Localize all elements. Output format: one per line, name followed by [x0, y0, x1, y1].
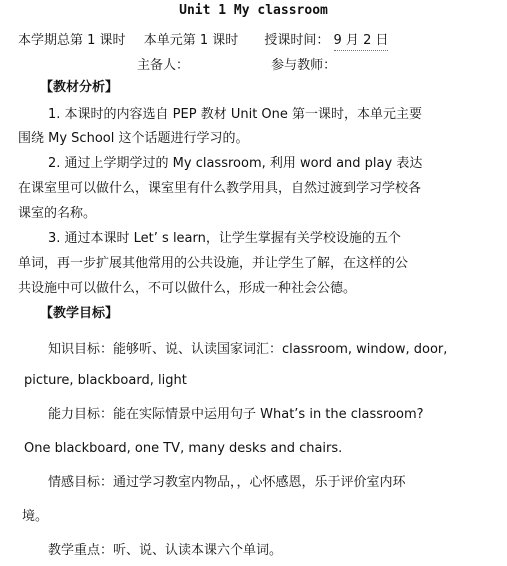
goal-emotion-line-2: 境。 [22, 509, 49, 524]
goal-ability-line-2: One blackboard, one TV, many desks and chairs. [24, 441, 343, 456]
teaching-key-point: 教学重点：听、说、认读本课六个单词。 [48, 543, 283, 558]
participants-label: 参与教师： [271, 58, 337, 73]
materials-item-2-line-1: 2. 通过上学期学过的 My classroom, 利用 word and play 表达 [48, 156, 423, 171]
goal-ability-line-1: 能力目标：能在实际情景中运用句子 What’s in the classroom? [48, 407, 424, 422]
document-title: Unit 1 My classroom [179, 3, 328, 18]
section-heading-materials: 【教材分析】 [40, 80, 119, 95]
date-underline [334, 50, 389, 51]
materials-item-3-line-3: 共设施中可以做什么，不可以做什么，形成一种社会公德。 [18, 281, 357, 296]
materials-item-2-line-2: 在课室里可以做什么，课室里有什么教学用具，自然过渡到学习学校各 [18, 181, 422, 196]
lesson-meta-row [18, 32, 388, 50]
main-preparer-label: 主备人： [137, 58, 190, 73]
lesson-time-label: 授课时间： [264, 33, 330, 48]
goal-knowledge-line-1: 知识目标：能够听、说、认读国家词汇：classroom, window, door, [48, 342, 448, 357]
materials-item-3-line-2: 单词，再一步扩展其他常用的公共设施，并让学生了解，在这样的公 [18, 256, 409, 271]
materials-item-1-line-1: 1. 本课时的内容选自 PEP 教材 Unit One 第一课时，本单元主要 [48, 107, 423, 122]
materials-item-1-line-2: 围绕 My School 这个话题进行学习的。 [18, 131, 249, 146]
goal-emotion-line-1: 情感目标：通过学习教室内物品，，心怀感恩，乐于评价室内环 [48, 475, 406, 490]
goal-knowledge-line-2: picture, blackboard, light [24, 373, 187, 388]
materials-item-3-line-1: 3. 通过本课时 Let’ s learn，让学生掌握有关学校设施的五个 [48, 231, 401, 246]
unit-lesson-text: 本单元第 1 课时 [143, 33, 239, 48]
total-lesson-text: 本学期总第 1 课时 [18, 33, 126, 48]
preparers-row [137, 57, 336, 75]
lesson-time-value: 9 月 2 日 [333, 33, 389, 48]
materials-item-2-line-3: 课室的名称。 [18, 206, 97, 221]
section-heading-goals: 【教学目标】 [40, 306, 119, 321]
lesson-time-value-wrap [334, 32, 389, 50]
